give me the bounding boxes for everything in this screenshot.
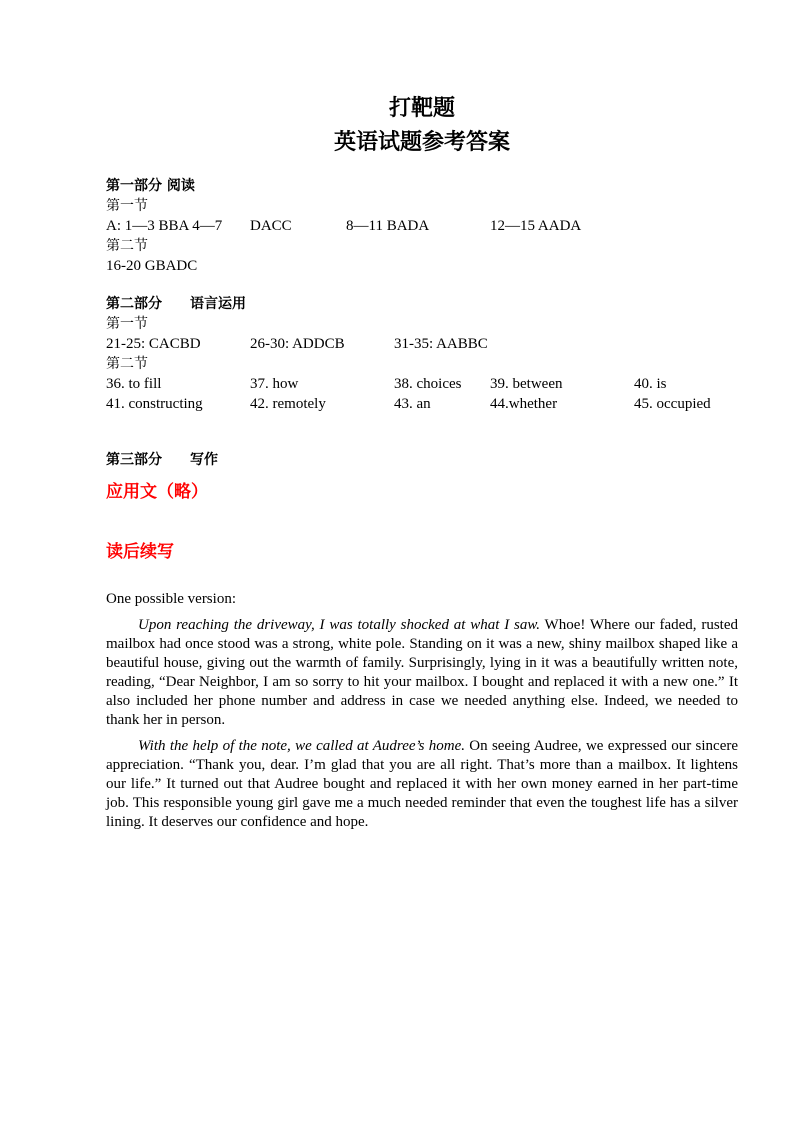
part2-section2-row1 (106, 374, 738, 394)
answer-cell: 42. remotely (250, 396, 326, 412)
paragraph-2-lead: With the help of the note, we called at Audree’s home. (138, 738, 465, 754)
answer-cell: DACC (250, 218, 292, 234)
answer-cell: 31-35: AABBC (394, 336, 488, 352)
answer-cell: 38. choices (394, 376, 462, 392)
version-label: One possible version: (106, 591, 236, 607)
doc-title: 打靶题 (388, 96, 455, 121)
part2-section1-answers (106, 334, 738, 354)
part3-heading (106, 450, 738, 470)
part2-heading-label: 第二部分 (106, 296, 162, 312)
part1-section1-answers (106, 216, 738, 236)
part2-heading (106, 294, 738, 314)
paragraph-2-body: On seeing Audree, we expressed our sincere appreciation. “Thank you, dear. I’m glad that you are all right. That’s more than a mailbox. It lightens our life.” It turned out that Audree bought and replaced it with her own money earned in her part-time job. This responsible young girl gave me a much needed reminder that even the toughest life has a silver lining. It deserves our confidence and hope. (106, 738, 739, 830)
essay-paragraph-1 (106, 616, 738, 730)
continuation-writing-heading: 读后续写 (106, 542, 174, 562)
answer-cell: 37. how (250, 376, 299, 392)
essay-paragraph-2 (106, 737, 738, 832)
applied-writing-heading: 应用文（略） (106, 482, 208, 502)
answer-cell: 26-30: ADDCB (250, 336, 345, 352)
answer-cell: 41. constructing (106, 396, 203, 412)
answer-cell: 16-20 GBADC (106, 258, 198, 274)
answer-cell: A: 1—3 BBA 4—7 (106, 218, 223, 234)
part1-heading-topic: 阅读 (166, 178, 195, 194)
answer-cell: 40. is (634, 376, 667, 392)
part2-section1-label: 第一节 (106, 316, 148, 332)
part1-section1-label: 第一节 (106, 198, 148, 214)
answer-cell: 45. occupied (634, 396, 711, 412)
answer-cell: 44.whether (490, 396, 558, 412)
paragraph-1-body: Whoe! Where our faded, rusted mailbox had once stood was a strong, white pole. Standing on it was a new, shiny mailbox shaped like a beautiful house, giving out the warmth of family. Surprisingly, lying in it was a beautifully written note, reading, “Dear Neighbor, I am so sorry to hit your mailbox. I bought and replaced it with a new one.” It also included her phone number and address in case we needed anything else. Indeed, we needed to thank her in person. (106, 617, 738, 728)
doc-subtitle: 英语试题参考答案 (333, 130, 510, 155)
answer-cell: 12—15 AADA (490, 218, 582, 234)
part3-heading-topic: 写作 (190, 452, 218, 468)
part1-section2-answers (106, 256, 738, 276)
part3-heading-label: 第三部分 (106, 452, 162, 468)
answer-cell: 39. between (490, 376, 563, 392)
answer-cell: 21-25: CACBD (106, 336, 201, 352)
part2-section2-label: 第二节 (106, 356, 148, 372)
part1-heading (106, 176, 738, 196)
part2-heading-topic: 语言运用 (190, 296, 246, 312)
part2-section2-row2 (106, 394, 738, 414)
answer-cell: 8—11 BADA (346, 218, 430, 234)
part1-section2-label: 第二节 (106, 238, 148, 254)
paragraph-1-lead: Upon reaching the driveway, I was totally shocked at what I saw. (138, 617, 540, 633)
answer-cell: 36. to fill (106, 376, 162, 392)
answer-sheet (106, 92, 738, 832)
part1-heading-label: 第一部分 (106, 178, 162, 194)
answer-cell: 43. an (394, 396, 431, 412)
